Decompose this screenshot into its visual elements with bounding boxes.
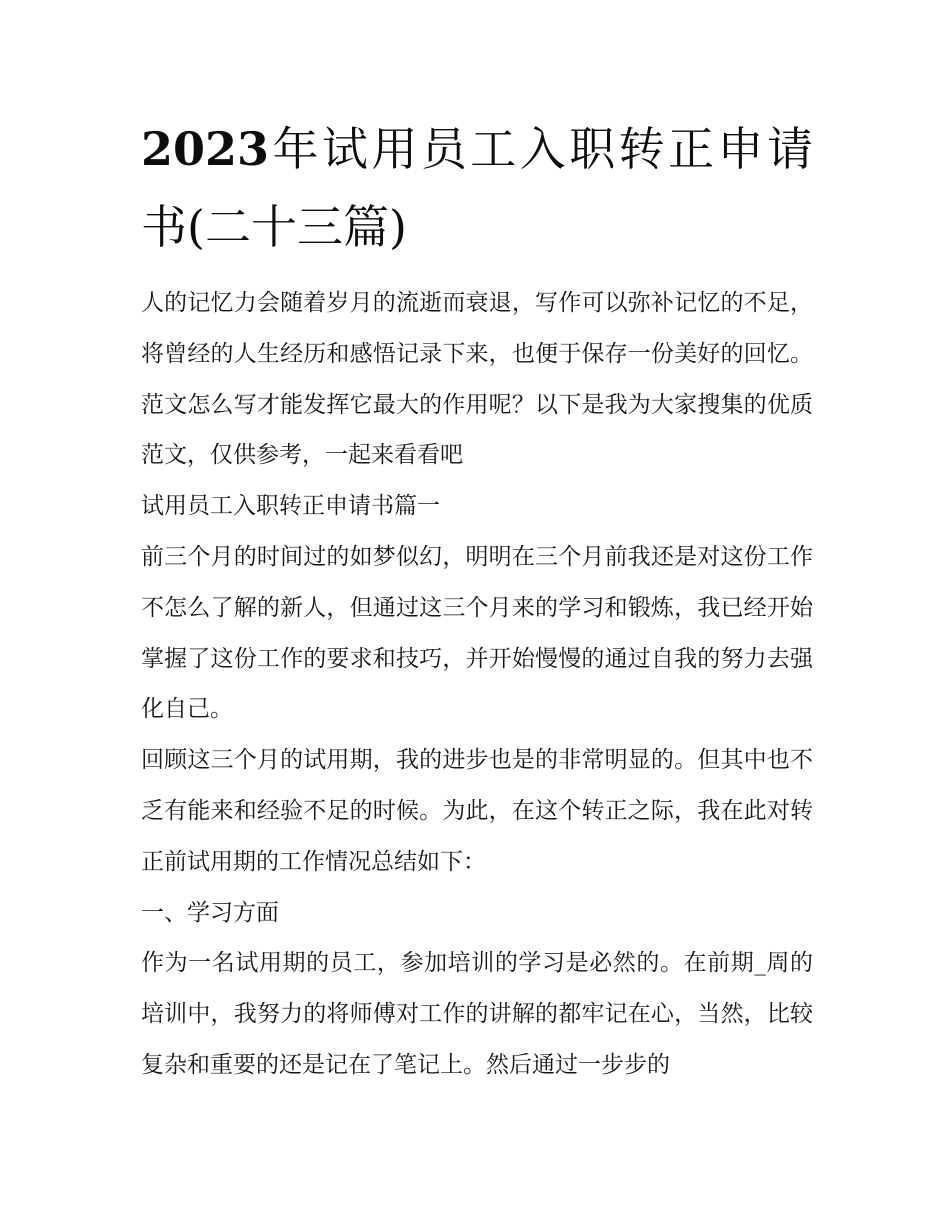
- title-text: 年试用员工入职转正申请书(二十三篇): [141, 122, 813, 254]
- section-heading-part-one: 试用员工入职转正申请书篇一: [141, 493, 440, 520]
- intro-paragraph: 人的记忆力会随着岁月的流逝而衰退，写作可以弥补记忆的不足，将曾经的人生经历和感悟记录下来，也便于保存一份美好的回忆。范文怎么写才能发挥它最大的作用呢？以下是我为大家搜集的优质范文，仅供参考，一起来看看吧: [141, 290, 813, 469]
- body-paragraph: 回顾这三个月的试用期，我的进步也是的非常明显的。但其中也不乏有能来和经验不足的时候。为此，在这个转正之际，我在此对转正前试用期的工作情况总结如下：: [141, 747, 813, 875]
- document-body: [141, 278, 813, 1091]
- body-paragraph: 作为一名试用期的员工，参加培训的学习是必然的。在前期_周的培训中，我努力的将师傅对工作的讲解的都牢记在心，当然，比较复杂和重要的还是记在了笔记上。然后通过一步步的: [141, 950, 813, 1078]
- document-content: [141, 110, 813, 1091]
- title-year: 2023: [141, 122, 270, 176]
- subsection-heading-study: 一、学习方面: [141, 899, 279, 926]
- body-paragraph: 前三个月的时间过的如梦似幻，明明在三个月前我还是对这份工作不怎么了解的新人，但通过这三个月来的学习和锻炼，我已经开始掌握了这份工作的要求和技巧，并开始慢慢的通过自我的努力去强化自己。: [141, 543, 813, 723]
- document-title: [141, 110, 813, 266]
